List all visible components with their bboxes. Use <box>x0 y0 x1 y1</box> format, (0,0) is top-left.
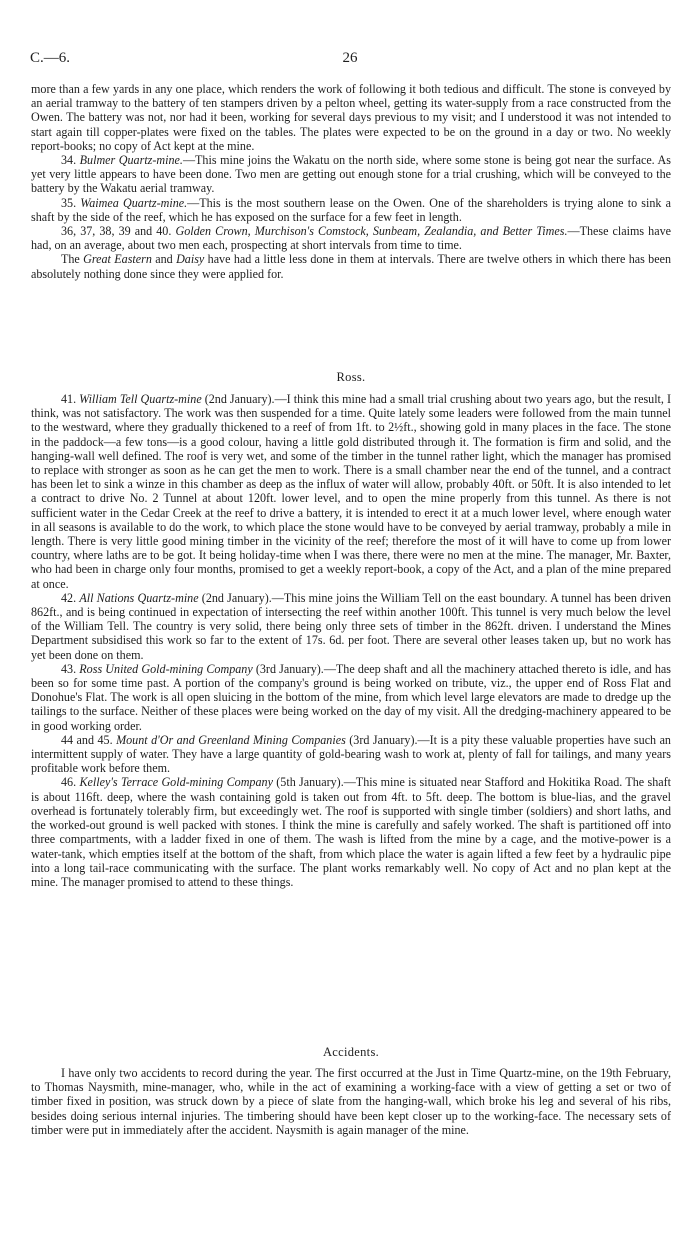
paragraph-42: 42. All Nations Quartz-mine (2nd January).—This mine joins the William Tell on the east boundary. A tunnel has been driven 862ft., and is being continued in expectation of intersecting the reef within another 100ft. This tunnel is very much below the level of the William Tell. The country is very solid, there being only three sets of timber in the 862ft. driven. I understand the Mines Department subsidised this work so far to the extent of 17s. 6d. per foot. There are several other leases taken up, but no work has yet been done on them. <box>31 590 671 662</box>
section-heading-ross: Ross. <box>336 370 366 384</box>
report-code: C.—6. <box>30 50 71 66</box>
page-header <box>30 50 670 70</box>
paragraph-41: 41. William Tell Quartz-mine (2nd January).—I think this mine had a small trial crushing about two years ago, but the result, I think, was not satisfactory. The work was then suspended for a time. Quite lately some leaders were followed from the main tunnel to the westward, where they gradually thickened to a reef of from 1ft. to 2½ft., showing gold in many places in the face. The stone in the paddock—a few tons—is a good colour, having a little gold distributed through it. The formation is firm and solid, and the hanging-wall well defined. The roof is very wet, and some of the timber in the tunnel rather light, which the manager has promised to replace with stronger as soon as he can get the men to work. There is a small chamber near the end of the tunnel, and a contract has been let to sink a winze in this chamber as deep as the influx of water will allow, probably 40ft. or 50ft. It is also intended to let a contract to drive No. 2 Tunnel at about 120ft. lower level, and to open the mine properly from this tunnel. As there is not sufficient water in the Cedar Creek at the reef to drive a battery, it is intended to erect it at a much lower level, where enough water in all seasons is available to do the work, to which place the stone would have to be conveyed by aerial tramway, probably a mile in length. There is very little good mining timber in the vicinity of the reef; therefore the most of it will have to come up from lower country, where laths are to be got. It being holiday-time when I was there, there were no men at the mine. The manager, Mr. Baxter, who had been in charge only four months, promised to get a weekly report-book, a copy of the Act, and a plan of the mine prepared at once. <box>31 392 671 591</box>
mine-name: All Nations Quartz-mine <box>79 590 199 605</box>
mine-name: Bulmer Quartz-mine. <box>79 153 183 168</box>
paragraph-46: 46. Kelley's Terrace Gold-mining Company (5th January).—This mine is situated near Stafford and Hokitika Road. The shaft is about 116ft. deep, where the wash containing gold is taken out from 4ft. to 5ft. deep. The bottom is blue-lias, and the gravel overhead is fortunately tolerably firm, but exceedingly wet. The roof is supported with single timber (soldiers) and short laths, and the worked-out ground is well packed with stones. I think the mine is carefully and safely worked. The shaft is partitioned off into three compartments, with a ladder fixed in one of them. The wash is lifted from the mine by a cage, and the motive-power is a water-tank, which empties itself at the bottom of the shaft, from which place the water is again lifted a few feet by a hydraulic pipe into a long tail-race communicating with the surface. The plant works remarkably well. No copy of Act and no plan kept at the mine. The manager promised to attend to these things. <box>31 775 671 889</box>
paragraph-34: 34. Bulmer Quartz-mine.—This mine joins the Wakatu on the north side, where some stone is being got near the surface. As yet very little appears to have been done. Two men are getting out enough stone for a trial crushing, which will be conveyed to the battery by the Wakatu aerial tramway. <box>31 153 672 196</box>
mine-name: Great Eastern <box>83 252 152 267</box>
paragraph-36-40: 36, 37, 38, 39 and 40. Golden Crown, Murchison's Comstock, Sunbeam, Zealandia, and Better Times.—These claims have had, on an average, about two men each, prospecting at short intervals from time to time. <box>31 224 671 253</box>
mine-name: William Tell Quartz-mine <box>79 392 202 406</box>
section-heading-accidents: Accidents. <box>322 1045 380 1059</box>
section-owen <box>31 82 671 281</box>
section-ross <box>31 392 671 889</box>
paragraph-accidents: I have only two accidents to record during the year. The first occurred at the Just in Time Quartz-mine, on the 19th February, to Thomas Naysmith, mine-manager, who, while in the act of examining a working-face with a view of getting a set or two of timber fixed in position, was struck down by a piece of slate from the hanging-wall, which broke his leg and several of his ribs, besides doing serious internal injuries. The timbering should have been kept closer up to the working-face. The necessary sets of timber were put in immediately after the accident. Naysmith is again manager of the mine. <box>31 1066 671 1137</box>
paragraph-great-eastern: The Great Eastern and Daisy have had a little less done in them at intervals. There are twelve others in which there has been absolutely nothing done since they were applied for. <box>31 252 671 281</box>
paragraph-continuation: more than a few yards in any one place, which renders the work of following it both tedious and difficult. The stone is conveyed by an aerial tramway to the battery of ten stampers driven by a pelton wheel, getting its water-supply from a race constructed from the Owen. The battery was not, nor had it been, working for several days previous to my visit; and I understood it was not intended to start again till copper-plates were fixed on the tables. The plates were expected to be on the ground in a day or two. No weekly report-books; no copy of Act kept at the mine. <box>31 82 671 153</box>
mine-name: Daisy <box>176 252 205 267</box>
page-number: 26 <box>342 50 358 66</box>
section-accidents <box>31 1066 671 1137</box>
mine-name: Ross United Gold-mining Company <box>79 661 253 676</box>
paragraph-35: 35. Waimea Quartz-mine.—This is the most southern lease on the Owen. One of the shareholders is trying alone to sink a shaft by the side of the reef, which he has exposed on the surface for a few feet in length. <box>31 195 671 224</box>
paragraph-43: 43. Ross United Gold-mining Company (3rd January).—The deep shaft and all the machinery attached thereto is idle, and has been so for some time past. A portion of the company's ground is being worked on tribute, viz., the upper end of Ross Flat and Donohue's Flat. The work is all open sluicing in the bottom of the mine, from which level large elevators are made to dredge up the tailings to the surface. Neither of these places were being worked on the day of my visit. All the dredging-machinery appeared to be in good working order. <box>31 661 672 733</box>
mine-name: Kelley's Terrace Gold-mining Company <box>79 775 273 790</box>
paragraph-44-45: 44 and 45. Mount d'Or and Greenland Mining Companies (3rd January).—It is a pity these valuable properties have such an intermittent supply of water. They have a large quantity of gold-bearing wash to work at, plenty of fall for tailings, and many years profitable work before them. <box>31 732 671 776</box>
mine-name: Golden Crown, Murchison's Comstock, Sunbeam, Zealandia, and Better Times. <box>175 224 568 239</box>
mine-name: Mount d'Or and Greenland Mining Companies <box>116 732 346 747</box>
mine-name: Waimea Quartz-mine. <box>80 195 188 210</box>
